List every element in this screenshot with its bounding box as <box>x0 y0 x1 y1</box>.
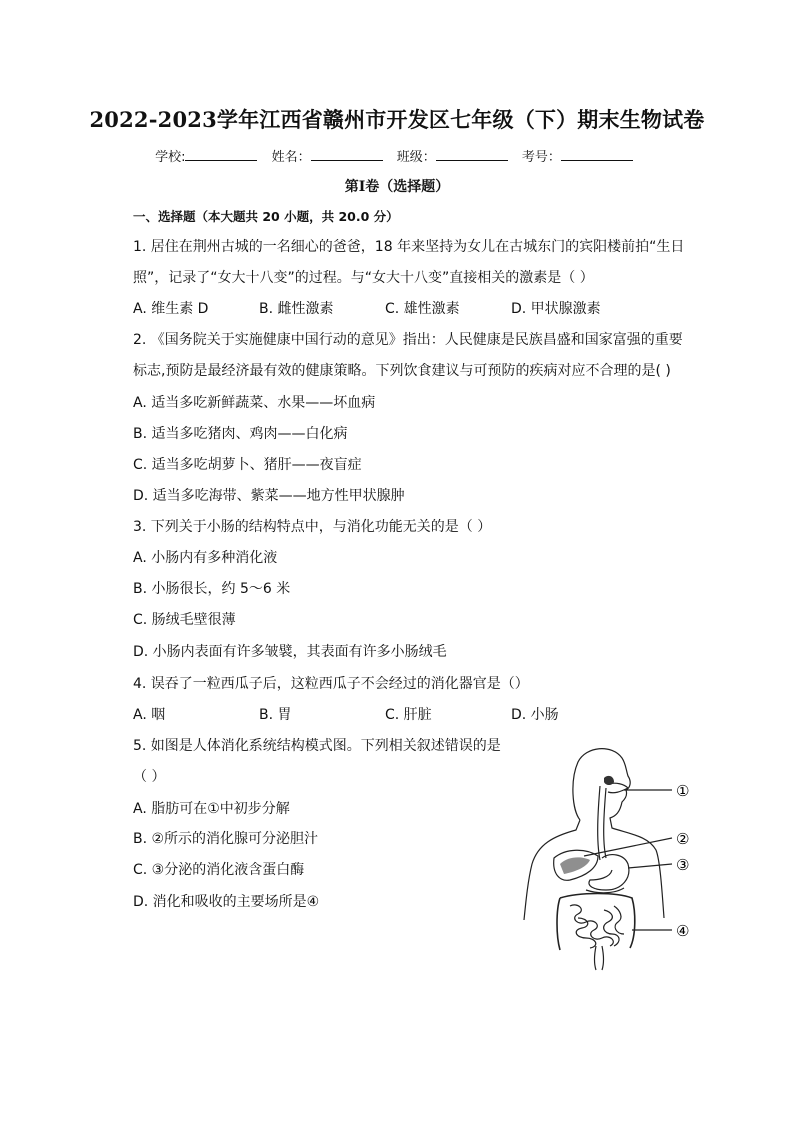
q3-option-d: D. 小肠内表面有许多皱襞，其表面有许多小肠绒毛 <box>133 644 447 660</box>
q3-option-b: B. 小肠很长，约 5～6 米 <box>133 581 291 597</box>
q5-stem-line2: （ ） <box>133 769 166 785</box>
exam-number-label: 考号： <box>521 150 561 165</box>
class-label: 班级： <box>396 150 436 165</box>
q1-option-a: A. 维生素 D <box>133 301 209 317</box>
q4-option-d: D. 小肠 <box>511 707 559 723</box>
q5-option-d: D. 消化和吸收的主要场所是④ <box>133 894 320 910</box>
q5-option-a: A. 脂肪可在①中初步分解 <box>133 801 290 817</box>
small-intestine <box>570 905 624 948</box>
exam-number-blank <box>561 148 633 161</box>
q4-option-a: A. 咽 <box>133 707 166 723</box>
q5-option-b: B. ②所示的消化腺可分泌胆汁 <box>133 831 319 847</box>
liver-shading <box>560 857 590 874</box>
q3-stem: 3. 下列关于小肠的结构特点中，与消化功能无关的是（ ） <box>133 519 492 535</box>
label-2: ② <box>676 830 690 848</box>
exam-number-field <box>522 146 639 165</box>
leader-line-2 <box>584 838 672 856</box>
q1-option-c: C. 雄性激素 <box>385 301 460 317</box>
tongue-shading <box>604 776 614 785</box>
digestive-system-svg <box>520 740 700 976</box>
student-info-row <box>0 146 794 165</box>
leader-line-3 <box>628 864 672 868</box>
label-3: ③ <box>676 856 690 874</box>
q2-option-d: D. 适当多吃海带、紫菜——地方性甲状腺肿 <box>133 488 405 504</box>
q4-option-b: B. 胃 <box>259 707 292 723</box>
large-intestine <box>557 894 635 951</box>
school-blank <box>185 148 257 161</box>
q4-stem: 4. 误吞了一粒西瓜子后，这粒西瓜子不会经过的消化器官是（） <box>133 676 529 692</box>
class-blank <box>436 148 508 161</box>
digestive-system-diagram <box>520 740 700 976</box>
school-field <box>155 146 263 165</box>
name-label: 姓名： <box>271 150 311 165</box>
q2-stem-line1: 2. 《国务院关于实施健康中国行动的意见》指出：人民健康是民族昌盛和国家富强的重要 <box>133 332 683 348</box>
esophagus <box>598 786 606 860</box>
q1-option-b: B. 雌性激素 <box>259 301 334 317</box>
name-field <box>272 146 389 165</box>
q5-stem-line1: 5. 如图是人体消化系统结构模式图。下列相关叙述错误的是 <box>133 738 501 754</box>
stomach <box>589 855 629 890</box>
q5-option-c: C. ③分泌的消化液含蛋白酶 <box>133 862 305 878</box>
name-blank <box>311 148 383 161</box>
section-heading: 一、选择题（本大题共 20 小题，共 20.0 分） <box>133 209 399 224</box>
rectum <box>595 946 604 970</box>
q2-option-a: A. 适当多吃新鲜蔬菜、水果——坏血病 <box>133 395 376 411</box>
label-1: ① <box>676 782 690 800</box>
school-label: 学校: <box>155 150 186 165</box>
label-4: ④ <box>676 922 690 940</box>
q1-options <box>133 300 637 318</box>
exam-title: 2022-2023学年江西省赣州市开发区七年级（下）期末生物试卷 <box>89 107 705 132</box>
q1-stem-line1: 1. 居住在荆州古城的一名细心的爸爸，18 年来坚持为女儿在古城东门的宾阳楼前拍“生日 <box>133 239 685 255</box>
class-field <box>397 146 514 165</box>
q2-stem-line2: 标志,预防是最经济最有效的健康策略。下列饮食建议与可预防的疾病对应不合理的是( ) <box>133 363 671 379</box>
q1-option-d: D. 甲状腺激素 <box>511 301 601 317</box>
q3-option-a: A. 小肠内有多种消化液 <box>133 550 278 566</box>
q3-option-c: C. 肠绒毛壁很薄 <box>133 612 236 628</box>
q2-option-c: C. 适当多吃胡萝卜、猪肝——夜盲症 <box>133 457 362 473</box>
q2-option-b: B. 适当多吃猪肉、鸡肉——白化病 <box>133 426 348 442</box>
q4-options <box>133 706 637 724</box>
volume-heading: 第I卷（选择题） <box>344 179 450 195</box>
q4-option-c: C. 肝脏 <box>385 707 432 723</box>
q1-stem-line2: 照”，记录了“女大十八变”的过程。与“女大十八变”直接相关的激素是（ ） <box>133 270 594 286</box>
